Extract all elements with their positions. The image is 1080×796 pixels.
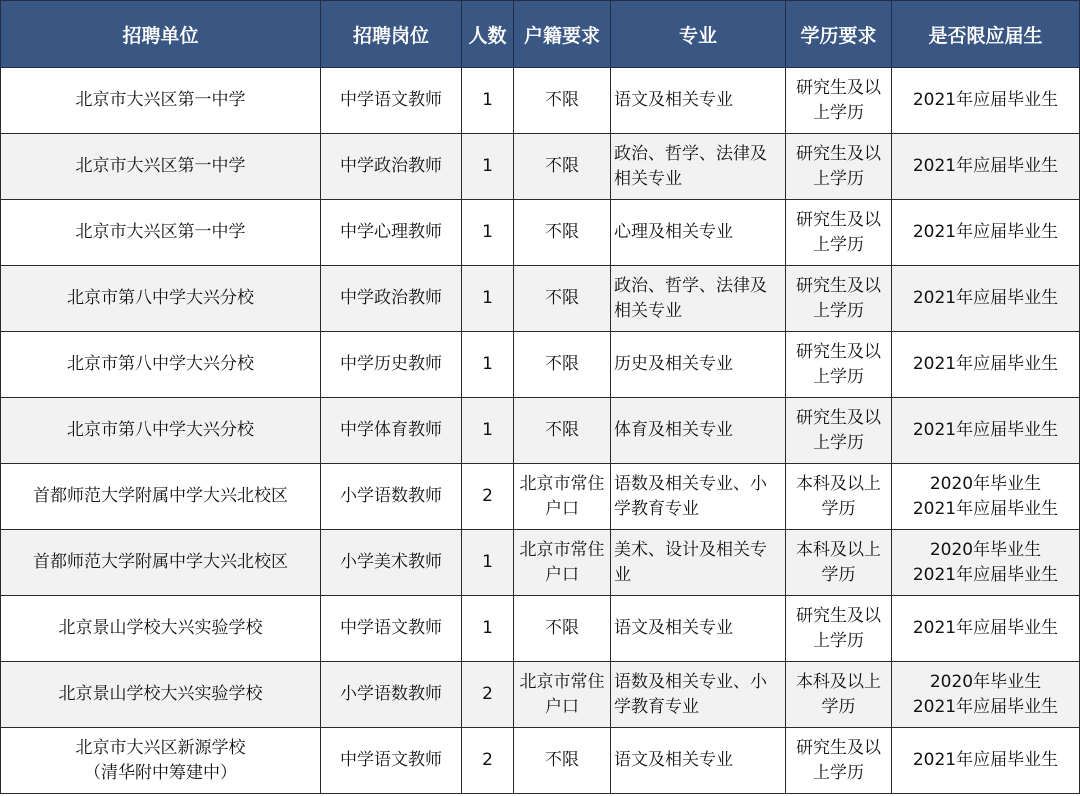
cell-major: [611, 398, 786, 464]
cell-graduate: [892, 266, 1080, 332]
cell-unit-line: 北京市第八中学大兴分校: [67, 288, 254, 308]
cell-unit: [1, 464, 321, 530]
table-row: [1, 662, 1080, 728]
cell-major: [611, 134, 786, 200]
cell-graduate-line: 2020年毕业生: [929, 671, 1042, 692]
cell-hukou: [514, 662, 611, 728]
cell-position: 小学语数教师: [321, 464, 462, 530]
cell-major-line: 语文及相关专业: [614, 618, 733, 638]
cell-graduate-line: 2021年应届毕业生: [912, 420, 1059, 440]
cell-unit-line: 首都师范大学附属中学大兴北校区: [33, 486, 288, 506]
cell-major-line: 相关专业: [614, 168, 682, 189]
cell-major-line: 语文及相关专业: [614, 750, 733, 770]
table-row: [1, 530, 1080, 596]
cell-major-line: 学教育专业: [614, 696, 699, 717]
cell-unit-line: 北京市第八中学大兴分校: [67, 420, 254, 440]
table-row: [1, 728, 1080, 794]
cell-unit: [1, 728, 321, 794]
table-row: [1, 200, 1080, 266]
header-education: 学历要求: [786, 1, 892, 68]
cell-hukou: [514, 200, 611, 266]
table-row: [1, 596, 1080, 662]
header-count: 人数: [462, 1, 514, 68]
cell-education-line: 研究生及以: [796, 605, 881, 626]
cell-education-line: 学历: [821, 564, 856, 585]
cell-position: 中学语文教师: [321, 596, 462, 662]
cell-graduate: [892, 728, 1080, 794]
cell-hukou-line: 不限: [545, 288, 579, 308]
cell-hukou: [514, 596, 611, 662]
cell-graduate: [892, 596, 1080, 662]
cell-graduate-line: 2021年应届毕业生: [912, 222, 1059, 242]
cell-education-line: 上学历: [813, 300, 864, 321]
cell-major-line: 政治、哲学、法律及: [614, 275, 767, 296]
cell-major-line: 学教育专业: [614, 498, 699, 519]
cell-position: 中学政治教师: [321, 266, 462, 332]
cell-graduate: [892, 530, 1080, 596]
table-row: [1, 134, 1080, 200]
cell-graduate: [892, 332, 1080, 398]
cell-education-line: 上学历: [813, 762, 864, 783]
cell-education-line: 上学历: [813, 432, 864, 453]
cell-position: 中学心理教师: [321, 200, 462, 266]
cell-major-line: 心理及相关专业: [614, 222, 733, 242]
cell-hukou: [514, 68, 611, 134]
cell-unit-line: （清华附中筹建中）: [84, 762, 237, 783]
cell-unit-line: 北京市大兴区第一中学: [75, 156, 246, 176]
cell-graduate-line: 2021年应届毕业生: [912, 696, 1059, 717]
cell-graduate: [892, 464, 1080, 530]
cell-unit-line: 北京市大兴区第一中学: [75, 222, 246, 242]
cell-count: 1: [462, 398, 514, 464]
cell-graduate-line: 2021年应届毕业生: [912, 90, 1059, 110]
cell-hukou-line: 户口: [545, 564, 579, 585]
cell-count: 1: [462, 68, 514, 134]
cell-major-line: 相关专业: [614, 300, 682, 321]
table-row: [1, 332, 1080, 398]
header-row: [1, 1, 1080, 68]
cell-hukou-line: 不限: [545, 618, 579, 638]
cell-education-line: 上学历: [813, 630, 864, 651]
cell-major: [611, 464, 786, 530]
cell-count: 1: [462, 200, 514, 266]
cell-unit-line: 北京市大兴区新源学校: [75, 737, 246, 758]
cell-education: [786, 398, 892, 464]
cell-hukou-line: 不限: [545, 750, 579, 770]
cell-major-line: 语数及相关专业、小: [614, 473, 767, 494]
cell-count: 1: [462, 266, 514, 332]
cell-unit: [1, 134, 321, 200]
cell-graduate: [892, 134, 1080, 200]
cell-major: [611, 266, 786, 332]
cell-education: [786, 134, 892, 200]
cell-hukou-line: 户口: [545, 696, 579, 717]
cell-education-line: 上学历: [813, 168, 864, 189]
cell-major: [611, 332, 786, 398]
cell-education-line: 上学历: [813, 234, 864, 255]
cell-hukou-line: 不限: [545, 90, 579, 110]
cell-hukou-line: 北京市常住: [519, 539, 605, 560]
cell-education: [786, 332, 892, 398]
cell-education-line: 本科及以上: [796, 539, 881, 560]
header-hukou: 户籍要求: [514, 1, 611, 68]
cell-graduate-line: 2020年毕业生: [929, 539, 1042, 560]
cell-major: [611, 68, 786, 134]
cell-major-line: 美术、设计及相关专: [614, 539, 767, 560]
cell-count: 1: [462, 596, 514, 662]
header-position: 招聘岗位: [321, 1, 462, 68]
cell-unit: [1, 266, 321, 332]
cell-major: [611, 596, 786, 662]
cell-education: [786, 596, 892, 662]
cell-education-line: 本科及以上: [796, 671, 881, 692]
cell-hukou-line: 不限: [545, 156, 579, 176]
cell-graduate: [892, 68, 1080, 134]
cell-education-line: 研究生及以: [796, 143, 881, 164]
cell-hukou: [514, 530, 611, 596]
table-row: [1, 68, 1080, 134]
cell-position: 中学历史教师: [321, 332, 462, 398]
header-major: 专业: [611, 1, 786, 68]
cell-hukou: [514, 398, 611, 464]
cell-hukou-line: 不限: [545, 420, 579, 440]
cell-unit: [1, 332, 321, 398]
cell-graduate: [892, 662, 1080, 728]
cell-unit-line: 首都师范大学附属中学大兴北校区: [33, 552, 288, 572]
cell-count: 2: [462, 464, 514, 530]
cell-graduate-line: 2021年应届毕业生: [912, 156, 1059, 176]
cell-graduate: [892, 398, 1080, 464]
cell-graduate-line: 2020年毕业生: [929, 473, 1042, 494]
cell-education-line: 本科及以上: [796, 473, 881, 494]
cell-graduate-line: 2021年应届毕业生: [912, 288, 1059, 308]
cell-education: [786, 530, 892, 596]
cell-graduate-line: 2021年应届毕业生: [912, 618, 1059, 638]
cell-position: 中学体育教师: [321, 398, 462, 464]
cell-graduate: [892, 200, 1080, 266]
table-body: [1, 68, 1080, 794]
cell-graduate-line: 2021年应届毕业生: [912, 354, 1059, 374]
cell-count: 1: [462, 332, 514, 398]
cell-education-line: 研究生及以: [796, 341, 881, 362]
cell-major-line: 体育及相关专业: [614, 420, 733, 440]
cell-hukou: [514, 464, 611, 530]
cell-education-line: 研究生及以: [796, 737, 881, 758]
cell-major: [611, 200, 786, 266]
table-row: [1, 266, 1080, 332]
cell-position: 中学语文教师: [321, 728, 462, 794]
cell-unit: [1, 398, 321, 464]
cell-education: [786, 200, 892, 266]
cell-education-line: 学历: [821, 498, 856, 519]
cell-education-line: 学历: [821, 696, 856, 717]
cell-count: 1: [462, 530, 514, 596]
cell-major-line: 历史及相关专业: [614, 354, 733, 374]
cell-hukou-line: 户口: [545, 498, 579, 519]
cell-education: [786, 68, 892, 134]
cell-count: 1: [462, 134, 514, 200]
cell-hukou-line: 北京市常住: [519, 473, 605, 494]
cell-position: 小学语数教师: [321, 662, 462, 728]
table-row: [1, 464, 1080, 530]
cell-major-line: 业: [614, 564, 631, 585]
cell-education-line: 研究生及以: [796, 209, 881, 230]
cell-unit: [1, 662, 321, 728]
cell-unit: [1, 68, 321, 134]
cell-education-line: 研究生及以: [796, 407, 881, 428]
cell-education: [786, 662, 892, 728]
cell-major: [611, 662, 786, 728]
cell-graduate-line: 2021年应届毕业生: [912, 564, 1059, 585]
cell-hukou-line: 不限: [545, 222, 579, 242]
cell-unit-line: 北京市大兴区第一中学: [75, 90, 246, 110]
cell-unit: [1, 530, 321, 596]
cell-education: [786, 266, 892, 332]
cell-major: [611, 728, 786, 794]
cell-major: [611, 530, 786, 596]
cell-education: [786, 728, 892, 794]
cell-hukou: [514, 332, 611, 398]
cell-major-line: 语数及相关专业、小: [614, 671, 767, 692]
cell-education-line: 上学历: [813, 366, 864, 387]
cell-position: 中学语文教师: [321, 68, 462, 134]
header-unit: 招聘单位: [1, 1, 321, 68]
cell-education-line: 研究生及以: [796, 275, 881, 296]
cell-education-line: 研究生及以: [796, 77, 881, 98]
cell-major-line: 政治、哲学、法律及: [614, 143, 767, 164]
cell-education-line: 上学历: [813, 102, 864, 123]
cell-hukou: [514, 266, 611, 332]
cell-unit-line: 北京景山学校大兴实验学校: [58, 618, 263, 638]
cell-major-line: 语文及相关专业: [614, 90, 733, 110]
cell-count: 2: [462, 662, 514, 728]
cell-education: [786, 464, 892, 530]
cell-count: 2: [462, 728, 514, 794]
cell-position: 中学政治教师: [321, 134, 462, 200]
cell-hukou-line: 北京市常住: [519, 671, 605, 692]
header-graduate: 是否限应届生: [892, 1, 1080, 68]
cell-unit-line: 北京景山学校大兴实验学校: [58, 684, 263, 704]
cell-hukou-line: 不限: [545, 354, 579, 374]
cell-hukou: [514, 134, 611, 200]
cell-position: 小学美术教师: [321, 530, 462, 596]
cell-graduate-line: 2021年应届毕业生: [912, 498, 1059, 519]
table-row: [1, 398, 1080, 464]
cell-unit: [1, 596, 321, 662]
cell-graduate-line: 2021年应届毕业生: [912, 750, 1059, 770]
cell-unit: [1, 200, 321, 266]
cell-unit-line: 北京市第八中学大兴分校: [67, 354, 254, 374]
cell-hukou: [514, 728, 611, 794]
